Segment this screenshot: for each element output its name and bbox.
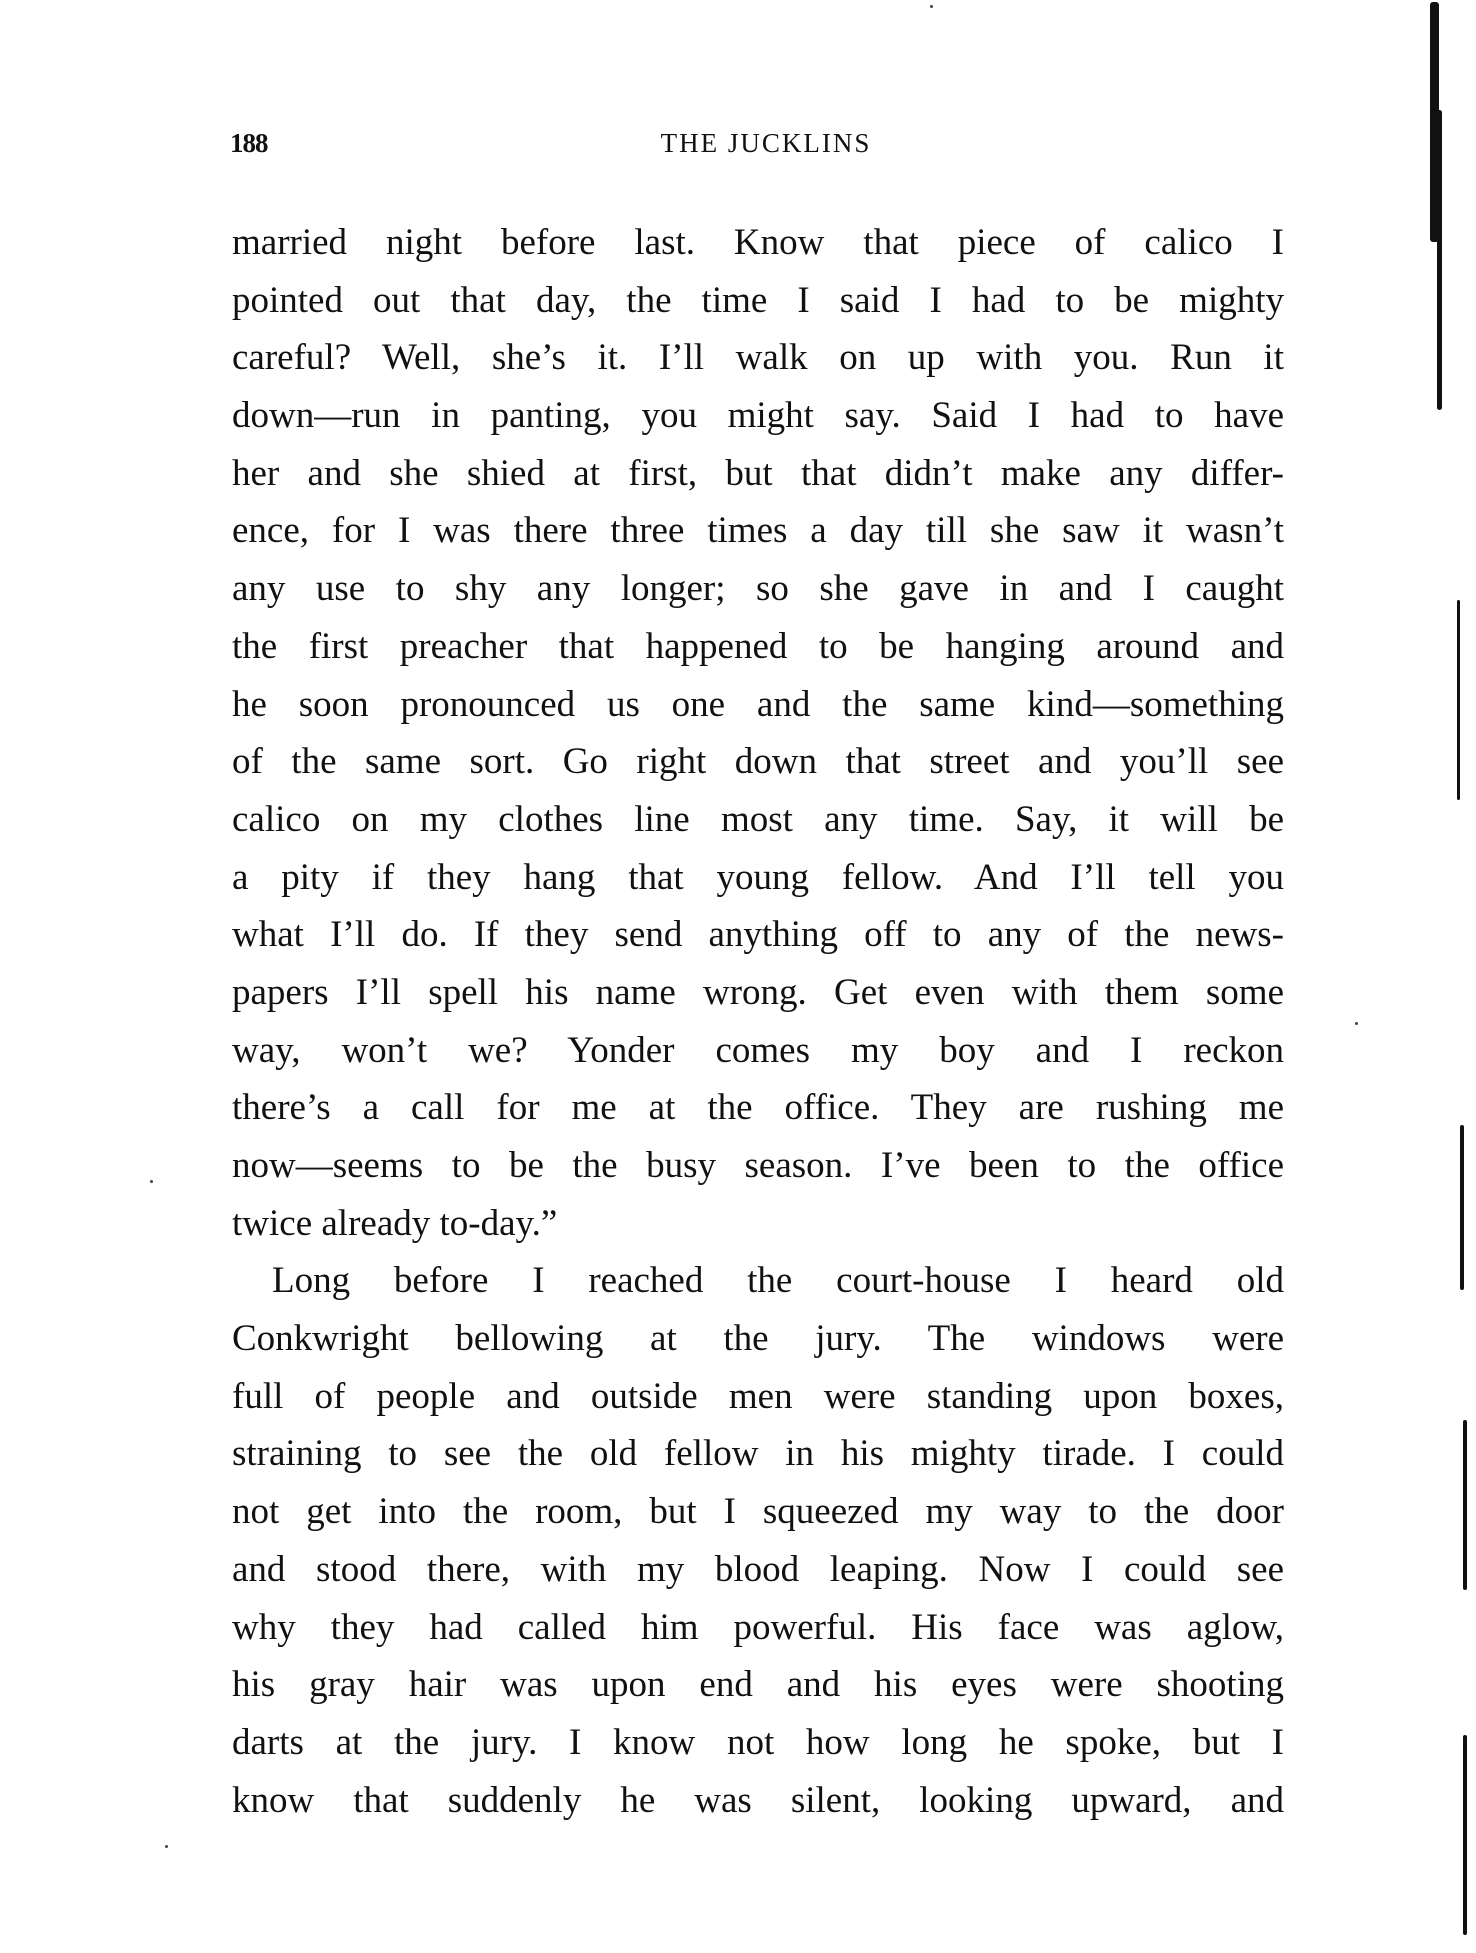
book-title: THE JUCKLINS: [660, 128, 872, 158]
text-line: pointed out that day, the time I said I had to be mighty: [232, 279, 1284, 321]
paragraph-1: [232, 214, 1284, 1252]
text-line: Long before I reached the court-house I heard old: [272, 1260, 1284, 1302]
text-line: full of people and outside men were standing upon boxes,: [232, 1375, 1284, 1417]
scan-speck: [930, 5, 933, 8]
text-line: twice already to-day.”: [232, 1202, 558, 1244]
binding-shadow: [1457, 600, 1460, 800]
text-line: careful? Well, she’s it. I’ll walk on up with you. Run it: [232, 337, 1284, 379]
text-line: he soon pronounced us one and the same kind—something: [232, 683, 1284, 725]
text-line: of the same sort. Go right down that street and you’ll see: [232, 741, 1284, 783]
text-line: straining to see the old fellow in his mighty tirade. I could: [232, 1433, 1284, 1475]
text-line: down—run in panting, you might say. Said I had to have: [232, 395, 1284, 437]
scan-speck: [1355, 1022, 1358, 1025]
text-line: Conkwright bellowing at the jury. The windows were: [232, 1318, 1284, 1360]
text-line: darts at the jury. I know not how long he spoke, but I: [232, 1721, 1284, 1763]
text-line: married night before last. Know that piece of calico I: [232, 222, 1284, 263]
text-line: now—seems to be the busy season. I’ve been to the office: [232, 1145, 1284, 1186]
text-line: calico on my clothes line most any time. Say, it will be: [232, 798, 1284, 840]
text-line: the first preacher that happened to be hanging around and: [232, 625, 1284, 667]
text-line: ence, for I was there three times a day till she saw it wasn’t: [232, 510, 1284, 552]
binding-shadow: [1437, 110, 1442, 410]
paragraph-2: [232, 1252, 1284, 1829]
text-line: why they had called him powerful. His face was aglow,: [232, 1606, 1284, 1648]
text-line: not get into the room, but I squeezed my way to the door: [232, 1491, 1284, 1533]
body-text: [232, 214, 1284, 1829]
running-head: [230, 128, 1282, 168]
binding-shadow: [1463, 1420, 1467, 1590]
text-line: way, won’t we? Yonder comes my boy and I reckon: [232, 1029, 1284, 1071]
text-line: what I’ll do. If they send anything off to any of the news-: [232, 914, 1284, 956]
text-line: his gray hair was upon end and his eyes were shooting: [232, 1664, 1284, 1706]
text-line: there’s a call for me at the office. They are rushing me: [232, 1087, 1284, 1129]
page-number: 188: [230, 128, 268, 158]
binding-shadow: [1460, 1125, 1464, 1290]
text-line: papers I’ll spell his name wrong. Get even with them some: [232, 971, 1284, 1013]
text-line: any use to shy any longer; so she gave in and I caught: [232, 568, 1284, 610]
scan-speck: [165, 1845, 168, 1848]
binding-shadow: [1463, 1735, 1467, 1935]
text-line: a pity if they hang that young fellow. And I’ll tell you: [232, 856, 1284, 898]
text-line: and stood there, with my blood leaping. Now I could see: [232, 1548, 1284, 1590]
text-line: her and she shied at first, but that didn’t make any differ-: [232, 452, 1284, 494]
scan-speck: [150, 1180, 153, 1183]
text-line: know that suddenly he was silent, looking upward, and: [232, 1779, 1284, 1821]
